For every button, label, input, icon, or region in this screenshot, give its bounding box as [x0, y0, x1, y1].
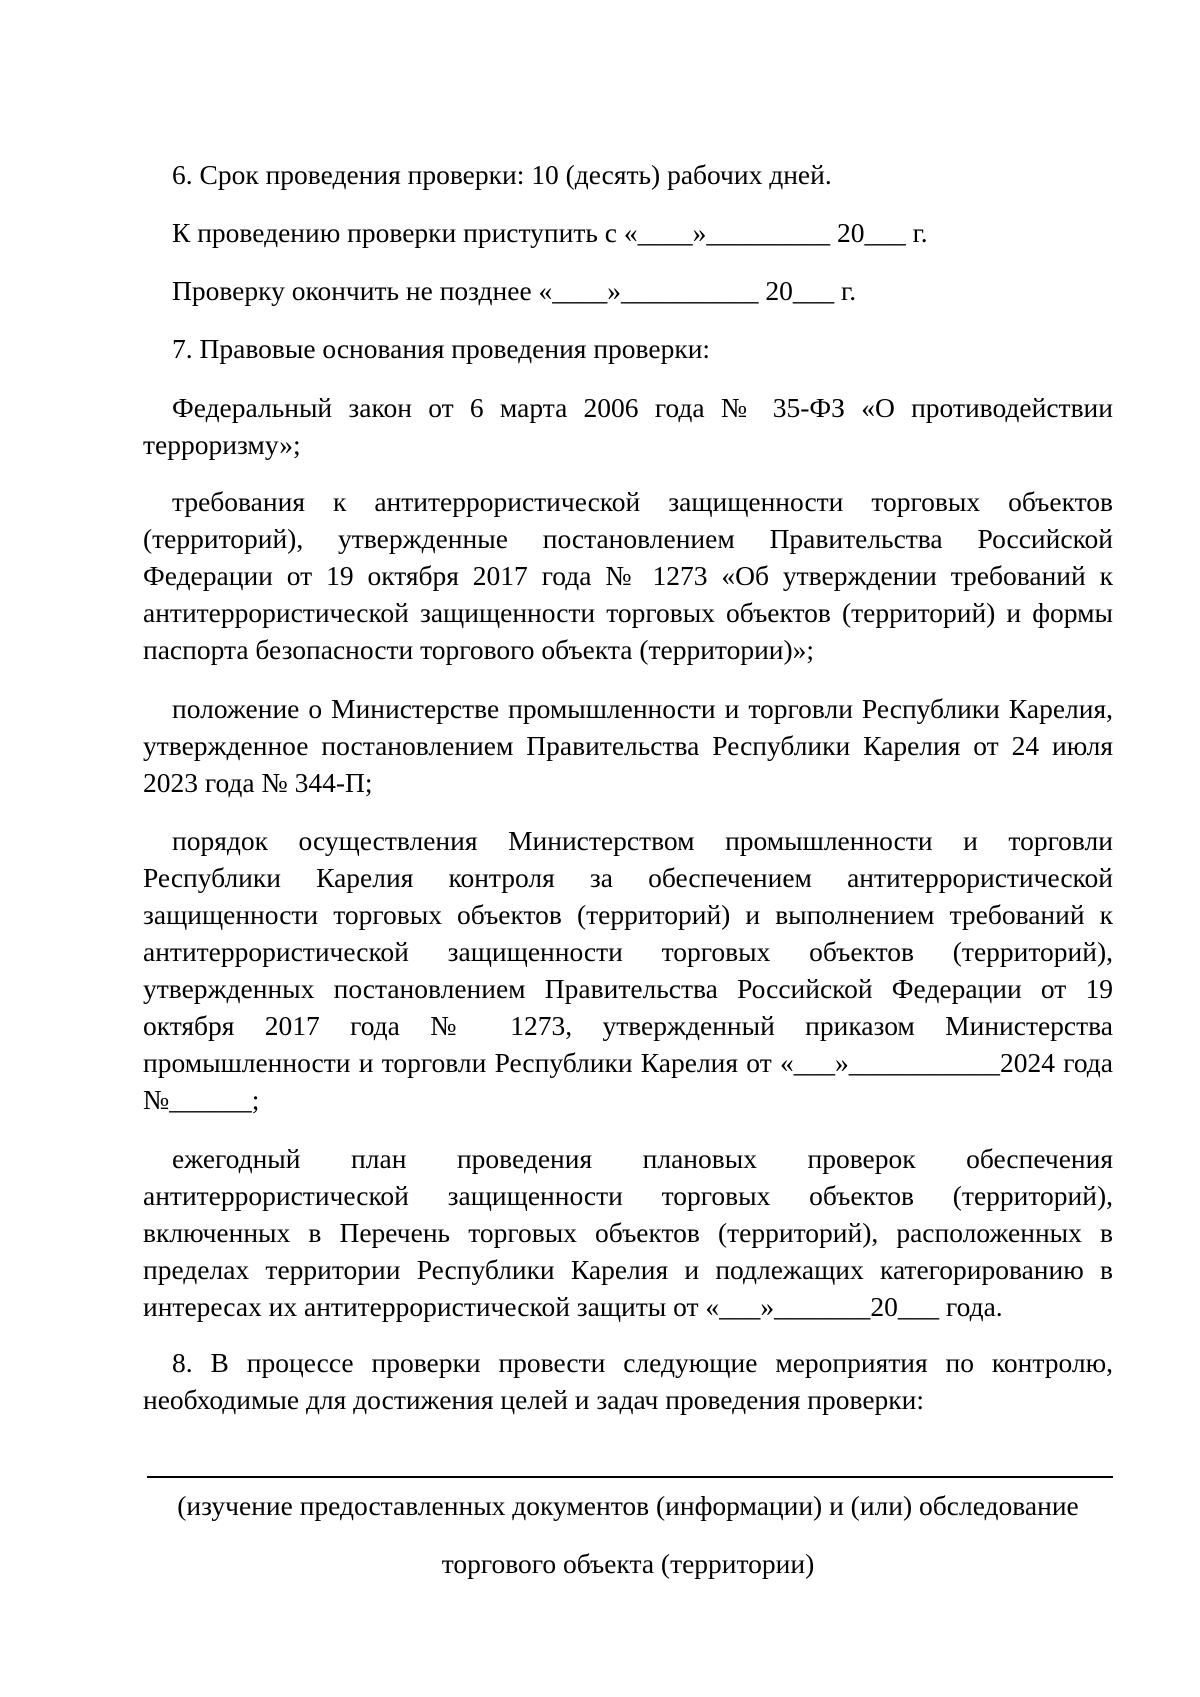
- fill-in-line: [147, 1476, 1113, 1478]
- paragraph-procedure: порядок осуществления Министерством промышленности и торговли Республики Карелия контроля за обеспечением антитеррористической защищенности торговых объектов (территорий) и выполнением требований к антитеррористической защищенности торговых объектов (территорий), утвержденных постановлением Правительства Российской Федерации от 19 октября 2017 года № 1273, утвержденный приказом Министерства промышленности и торговли Республики Карелия от «___»___________2024 года №______;: [143, 825, 1113, 1115]
- paragraph-end-date: Проверку окончить не позднее «____»__________ 20___ г.: [172, 275, 857, 306]
- paragraph-activities: 8. В процессе проверки провести следующие мероприятия по контролю, необходимые для достижения целей и задач проведения проверки:: [143, 1347, 1113, 1415]
- paragraph-start-date: К проведению проверки приступить с «____»_________ 20___ г.: [172, 217, 928, 248]
- paragraph-federal-law: Федеральный закон от 6 марта 2006 года № 35-ФЗ «О противодействии терроризму»;: [143, 392, 1113, 460]
- paragraph-legal-basis-heading: 7. Правовые основания проведения проверки:: [172, 333, 711, 364]
- paragraph-inspection-term: 6. Срок проведения проверки: 10 (десять) рабочих дней.: [172, 159, 832, 190]
- paragraph-requirements: требования к антитеррористической защищенности торговых объектов (территорий), утвержденные постановлением Правительства Российской Федерации от 19 октября 2017 года № 1273 «Об утверждении требований к антитеррористической защищенности торговых объектов (территорий) и формы паспорта безопасности торгового объекта (территории)»;: [143, 486, 1113, 665]
- caption-line-2: торгового объекта (территории): [441, 1548, 815, 1579]
- caption-line-1: (изучение предоставленных документов (информации) и (или) обследование: [177, 1490, 1079, 1521]
- paragraph-annual-plan: ежегодный план проведения плановых проверок обеспечения антитеррористической защищенности торговых объектов (территорий), включенных в Перечень торговых объектов (территорий), расположенных в пределах территории Республики Карелия и подлежащих категорированию в интересах их антитеррористической защиты от «___»_______20___ года.: [143, 1143, 1113, 1322]
- paragraph-regulation: положение о Министерстве промышленности и торговли Республики Карелия, утвержденное постановлением Правительства Республики Карелия от 24 июля 2023 года № 344-П;: [143, 693, 1113, 798]
